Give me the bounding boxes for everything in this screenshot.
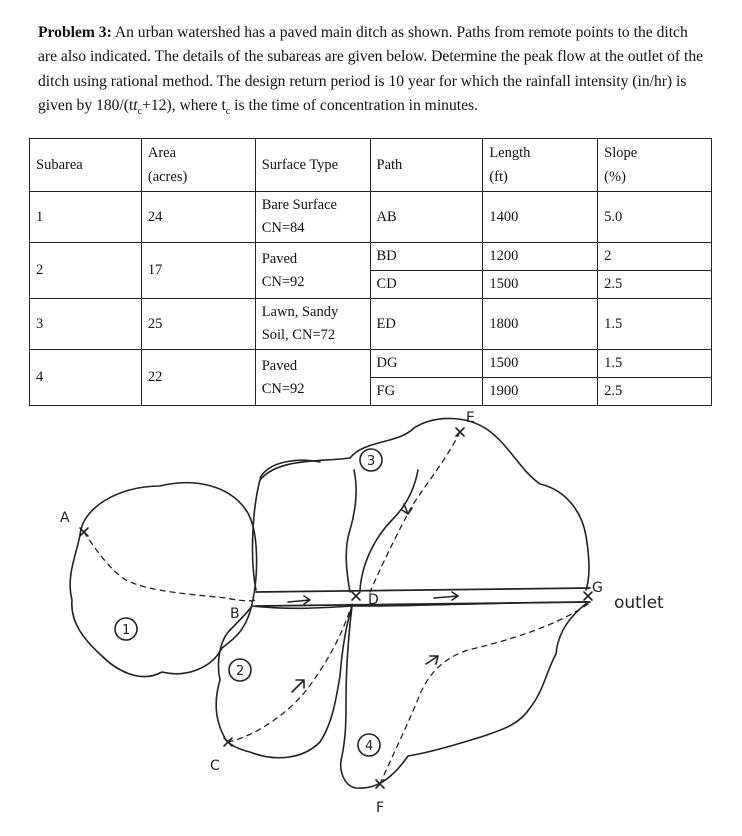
cell-path: DG [370,350,483,378]
cell-path: AB [370,192,483,243]
cell-path: BD [370,243,483,271]
problem-text-2: +12), where t [142,97,226,115]
subscript-c-2: c [225,106,231,118]
subarea-table [29,138,712,406]
subscript-c-1: c [137,106,143,118]
point-mark-a [80,528,88,536]
cell-area: 17 [141,243,255,299]
label-point-d: D [368,592,379,608]
subarea-4-boundary [341,602,588,788]
watershed-sketch [0,395,742,836]
cell-surface: Bare Surface CN=84 [255,192,370,243]
divide-line [360,470,418,590]
table-row [30,299,712,350]
label-point-a: A [60,510,70,526]
header-area: Area (acres) [141,139,255,192]
header-surface-type: Surface Type [255,139,370,192]
header-path: Path [370,139,483,192]
cell-slope: 1.5 [598,299,712,350]
cell-surface: Paved CN=92 [255,243,370,299]
subarea-number-2: 2 [236,664,245,679]
label-point-c: C [210,758,220,774]
table-row [30,192,712,243]
subarea-number-4: 4 [365,739,374,754]
header-slope: Slope (%) [598,139,712,192]
flow-path-fg [380,604,588,784]
divide-line [260,460,320,478]
arrow [434,592,458,600]
cell-slope: 5.0 [598,192,712,243]
outlet-label: outlet [614,593,664,613]
header-subarea: Subarea [30,139,142,192]
cell-path: CD [370,271,483,299]
cell-length: 1800 [483,299,598,350]
flow-path-ab [84,532,256,601]
problem-statement: Problem 3: An urban watershed has a paved main ditch as shown. Paths from remote points to the ditch are also indicated. The details of the subareas are given below. Determine the peak flow at the outlet of the ditch using rational method. The design return period is 10 year for which the rainfall intensity (in/hr) is given by $180/(tt_c+12)$, where $t_c$ is the time of concentration in minutes. [38,24,704,118]
arrow [288,596,310,604]
cell-length: 1400 [483,192,598,243]
cell-slope: 2.5 [598,378,712,406]
cell-length: 1500 [483,271,598,299]
label-point-b: B [230,606,240,622]
arrow [292,680,304,692]
subarea-3-boundary [253,418,589,590]
subarea-number-3: 3 [367,454,376,469]
header-length: Length (ft) [483,139,598,192]
table-row [30,243,712,271]
cell-slope: 2.5 [598,271,712,299]
cell-area: 24 [141,192,255,243]
arrow [426,656,438,664]
cell-subarea: 3 [30,299,142,350]
cell-surface: Paved CN=92 [255,350,370,406]
cell-subarea: 1 [30,192,142,243]
table-row [30,350,712,378]
cell-length: 1900 [483,378,598,406]
cell-subarea: 4 [30,350,142,406]
point-mark-d [352,592,360,600]
cell-slope: 1.5 [598,350,712,378]
label-point-e: E [466,410,475,426]
subarea-2-boundary [216,606,352,758]
cell-path: FG [370,378,483,406]
cell-surface: Lawn, Sandy Soil, CN=72 [255,299,370,350]
cell-subarea: 2 [30,243,142,299]
flow-path-ed [370,432,460,592]
divide-line [346,470,356,592]
subarea-1-boundary [70,483,256,677]
problem-text-3: is the time of concentration in minutes. [230,97,478,115]
point-mark-e [456,428,464,436]
subarea-number-1: 1 [122,623,131,638]
label-point-g: G [592,580,603,596]
cell-path: ED [370,299,483,350]
point-mark-g [584,592,592,600]
cell-area: 22 [141,350,255,406]
cell-length: 1500 [483,350,598,378]
flow-path-cd [228,604,352,742]
label-point-f: F [376,800,385,816]
cell-slope: 2 [598,243,712,271]
problem-text-1: An urban watershed has a paved main ditch as shown. Paths from remote points to the ditch are also indicated. The details of the subareas are given below. Determine the peak flow at the outlet of the ditch using rational method. The design return period is 10 year for which the rainfall intensity (in/hr) is given by 180/(t [38,24,704,115]
table-header-row [30,139,712,192]
cell-length: 1200 [483,243,598,271]
problem-label: Problem 3: [38,24,112,41]
cell-area: 25 [141,299,255,350]
